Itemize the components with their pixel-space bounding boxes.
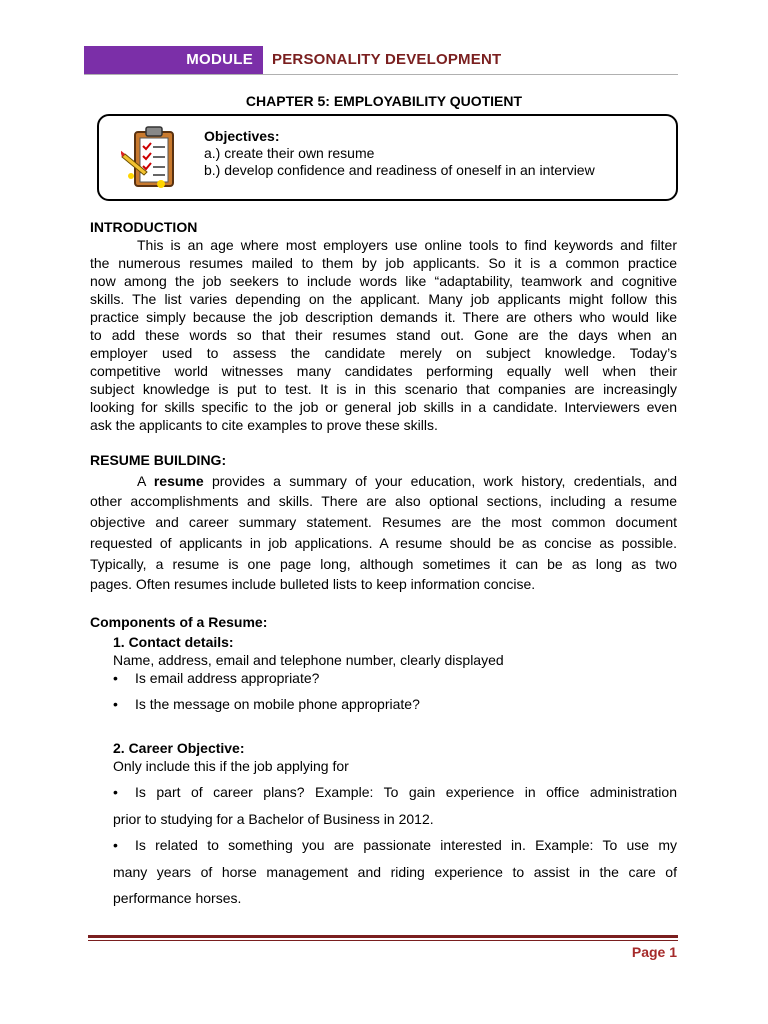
list-item-text: Is part of career plans? Example: To gain experience in office administration <box>135 784 677 800</box>
footer-rule-thin <box>88 940 678 941</box>
introduction-heading: INTRODUCTION <box>90 219 198 235</box>
list-item-text: Is email address appropriate? <box>135 670 320 686</box>
resume-line-prefix: A <box>137 472 154 489</box>
resume-line-rest: provides a summary of your education, work history, credentials, and <box>203 472 677 489</box>
contact-desc: Name, address, email and telephone number, clearly displayed <box>113 652 504 668</box>
footer-rule <box>88 935 678 938</box>
resume-line: pages. Often resumes include bulleted lists to keep information concise. <box>90 576 536 593</box>
career-desc: Only include this if the job applying for <box>113 758 349 774</box>
contact-title: 1. Contact details: <box>113 634 234 650</box>
module-label: MODULE <box>186 51 253 68</box>
list-item <box>113 669 677 687</box>
intro-line: ask the applicants to cite examples to prove these skills. <box>90 417 438 433</box>
objectives-title: Objectives: <box>204 128 280 144</box>
bullet: • <box>113 837 118 853</box>
list-item-continuation: many years of horse management and riding experience to assist in the care of <box>113 863 677 880</box>
module-label-box <box>84 46 263 74</box>
intro-line: practice simply because the job description demands it. There are others who would like <box>90 309 677 325</box>
career-objective-section <box>113 739 677 775</box>
list-item <box>113 695 677 713</box>
intro-line: now among the job seekers to include words like “adaptability, teamwork and cognitive <box>90 273 677 289</box>
objective-item: b.) develop confidence and readiness of oneself in an interview <box>204 162 595 178</box>
resume-line: requested of applicants in job applications. A resume should be as concise as possible. <box>90 534 677 551</box>
components-heading-text: Components of a Resume: <box>90 614 268 630</box>
resume-term: resume <box>153 472 204 489</box>
introduction-section <box>90 218 677 434</box>
intro-line: the numerous resumes mailed to them by job applicants. So it is a common practice <box>90 255 677 271</box>
list-item <box>113 832 677 859</box>
intro-line: competitive world witnesses many candidates performing equally well when their <box>90 363 677 379</box>
resume-building-section <box>90 450 677 595</box>
list-item <box>113 779 677 806</box>
resume-line <box>90 471 677 492</box>
bullet: • <box>113 784 118 800</box>
objectives-text <box>204 128 595 179</box>
bullet: • <box>113 670 118 686</box>
page-header <box>84 46 678 75</box>
career-bullets <box>113 779 677 912</box>
list-item-continuation: performance horses. <box>113 890 242 906</box>
list-item-continuation: prior to studying for a Bachelor of Business in 2012. <box>113 810 434 827</box>
intro-line: employer used to assess the candidate merely on subject knowledge. Today’s <box>90 345 677 361</box>
objective-item: a.) create their own resume <box>204 145 375 161</box>
list-item-text: Is the message on mobile phone appropriate? <box>135 696 420 712</box>
chapter-title: CHAPTER 5: EMPLOYABILITY QUOTIENT <box>245 93 523 109</box>
page-number: Page 1 <box>631 944 677 960</box>
resume-building-heading: RESUME BUILDING: <box>90 452 227 468</box>
contact-details-section <box>113 633 677 713</box>
career-title: 2. Career Objective: <box>113 740 245 756</box>
components-heading <box>90 613 677 631</box>
list-item-text: Is related to something you are passionate interested in. Example: To use my <box>135 837 677 853</box>
header-separator <box>263 46 265 74</box>
intro-line: to add these words so that their resumes stand out. Gone are the days when an <box>90 327 677 343</box>
clipboard-checklist-icon <box>121 124 185 194</box>
bullet: • <box>113 696 118 712</box>
objectives-box <box>97 114 678 201</box>
intro-line: This is an age where most employers use online tools to find keywords and filter <box>137 237 677 253</box>
intro-line: skills. The list varies depending on the applicant. Many job applicants might follow this <box>90 291 677 307</box>
resume-line: Typically, a resume is one page long, although sometimes it can be as long as two <box>90 555 677 572</box>
intro-line: looking for skills specific to the job or general job skills in a candidate. Interviewers even <box>90 399 677 415</box>
intro-line: subject knowledge is put to test. It is in this scenario that companies are increasingly <box>90 381 677 397</box>
module-title: PERSONALITY DEVELOPMENT <box>272 51 502 68</box>
resume-line: other accomplishments and skills. There are also optional sections, including a resume <box>90 493 677 510</box>
resume-line: objective and career summary statement. Resumes are the most common document <box>90 514 677 531</box>
